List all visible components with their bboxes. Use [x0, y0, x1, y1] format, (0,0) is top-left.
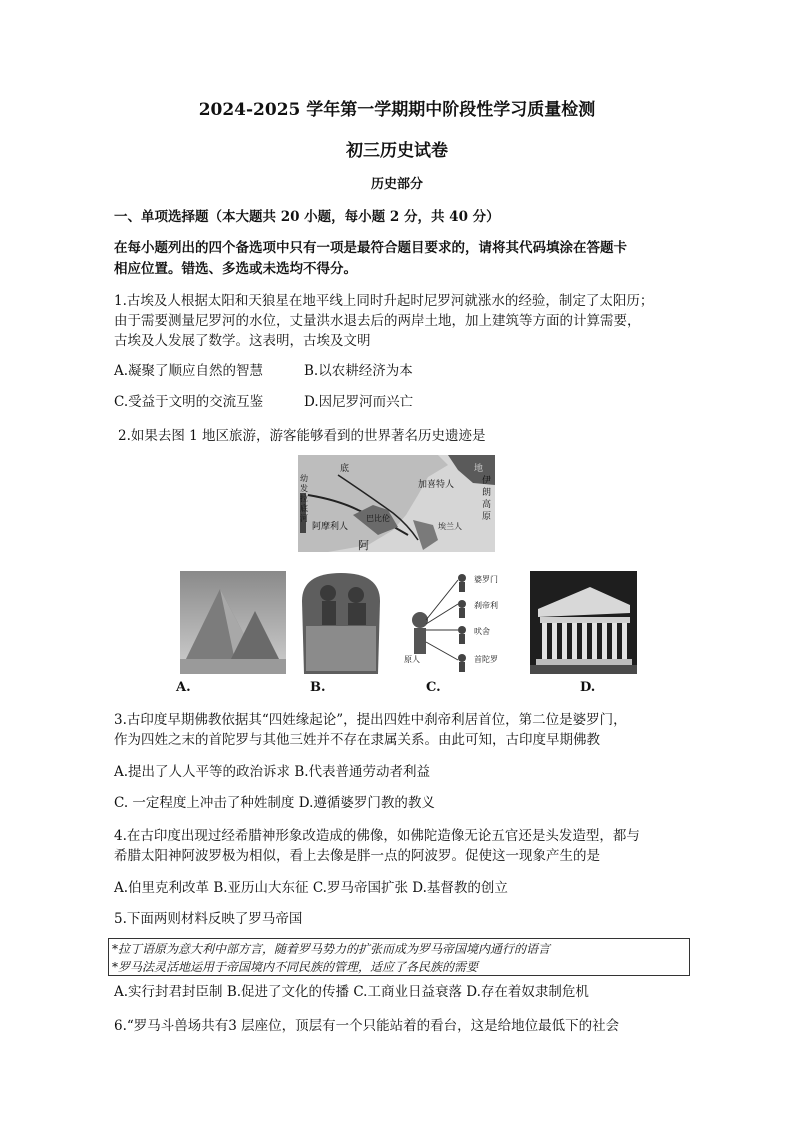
q3-options-cd: C. 一定程度上冲击了种姓制度 D.遵循婆罗门教的教义	[114, 795, 435, 811]
q4-line-2: 希腊太阳神阿波罗极为相似，看上去像是胖一点的阿波罗。促使这一现象产生的是	[114, 848, 600, 864]
q5-material-1: *拉丁语原为意大利中部方言，随着罗马势力的扩张而成为罗马帝国境内通行的语言	[112, 942, 551, 956]
caste-label-shudra: 首陀罗	[474, 655, 498, 664]
q1-option-c: C.受益于文明的交流互鉴	[114, 394, 264, 410]
map-image	[298, 455, 495, 552]
map-label-7: 加喜特人	[418, 480, 455, 490]
map-label-10: 高	[482, 500, 492, 510]
map-label-6: 河	[300, 514, 308, 523]
map-label-12: 阿摩利人	[312, 522, 349, 532]
q3-line-2: 作为四姓之末的首陀罗与其他三姓并不存在隶属关系。由此可知，古印度早期佛教	[114, 732, 600, 748]
map-label-14: 埃兰人	[438, 522, 462, 531]
caste-label-purusha: 原人	[404, 655, 420, 664]
q3-options-ab: A.提出了人人平等的政治诉求 B.代表普通劳动者利益	[114, 764, 431, 780]
map-label-13: 巴比伦	[366, 514, 390, 523]
map-label-15: 阿	[358, 539, 369, 552]
q2-caption-d: D.	[580, 680, 596, 695]
q1-option-a: A.凝聚了顺应自然的智慧	[114, 363, 264, 379]
map-label-9: 朗	[482, 488, 492, 498]
map-label-5: 底	[300, 504, 308, 513]
caste-label-vaishya: 吠舍	[474, 627, 490, 636]
q5-material-2: *罗马法灵活地运用于帝国境内不同民族的管理，适应了各民族的需要	[112, 960, 479, 974]
map-label-2: 幼	[300, 474, 308, 483]
map-label-3: 发	[300, 484, 308, 493]
caste-label-kshatriya: 刹帝利	[474, 601, 498, 610]
map-label-1: 底	[340, 464, 350, 474]
q1-option-d: D.因尼罗河而兴亡	[304, 394, 414, 410]
exam-subject-title: 初三历史试卷	[346, 141, 448, 161]
caste-diagram	[398, 568, 510, 676]
q1-option-b: B.以农耕经济为本	[304, 363, 413, 379]
section-subtitle: 历史部分	[370, 177, 423, 192]
map-label-8: 伊	[482, 476, 492, 486]
q5-options: A.实行封君封臣制 B.促进了文化的传播 C.工商业日益衰落 D.存在着奴隶制危机	[114, 984, 589, 1000]
section-heading: 一、单项选择题（本大题共 20 小题，每小题 2 分，共 40 分）	[114, 209, 500, 225]
map-label-4: 拉	[300, 494, 308, 503]
q1-line-3: 古埃及人发展了数学。这表明，古埃及文明	[114, 333, 371, 349]
q2-caption-c: C.	[426, 680, 441, 695]
stele-photo	[298, 571, 384, 674]
q1-line-1: 1.古埃及人根据太阳和天狼星在地平线上同时升起时尼罗河就涨水的经验，制定了太阳历；	[114, 293, 654, 309]
q4-options: A.伯里克利改革 B.亚历山大东征 C.罗马帝国扩张 D.基督教的创立	[114, 880, 508, 896]
temple-photo	[530, 571, 637, 674]
q3-line-1: 3.古印度早期佛教依据其“四姓缘起论”，提出四姓中刹帝利居首位，第二位是婆罗门，	[114, 712, 627, 728]
q2-line-1: 2.如果去图 1 地区旅游，游客能够看到的世界著名历史遗迹是	[118, 428, 486, 444]
map-label-16: 地	[474, 464, 484, 474]
instruction-line-2: 相应位置。错选、多选或未选均不得分。	[114, 261, 357, 277]
q2-caption-a: A.	[176, 680, 191, 695]
q5-line-1: 5.下面两则材料反映了罗马帝国	[114, 911, 303, 927]
q2-caption-b: B.	[310, 680, 326, 695]
q1-line-2: 由于需要测量尼罗河的水位，丈量洪水退去后的两岸土地，加上建筑等方面的计算需要，	[114, 313, 641, 329]
map-label-11: 原	[482, 512, 492, 522]
caste-label-brahmin: 婆罗门	[474, 575, 498, 584]
q4-line-1: 4.在古印度出现过经希腊神形象改造成的佛像，如佛陀造像无论五官还是头发造型，都与	[114, 828, 640, 844]
instruction-line-1: 在每小题列出的四个备选项中只有一项是最符合题目要求的，请将其代码填涂在答题卡	[114, 240, 627, 256]
pyramid-photo	[180, 571, 286, 674]
exam-title: 2024-2025 学年第一学期期中阶段性学习质量检测	[198, 100, 596, 120]
q6-line-1: 6.“罗马斗兽场共有3 层座位，顶层有一个只能站着的看台，这是给地位最低下的社会	[114, 1018, 620, 1034]
